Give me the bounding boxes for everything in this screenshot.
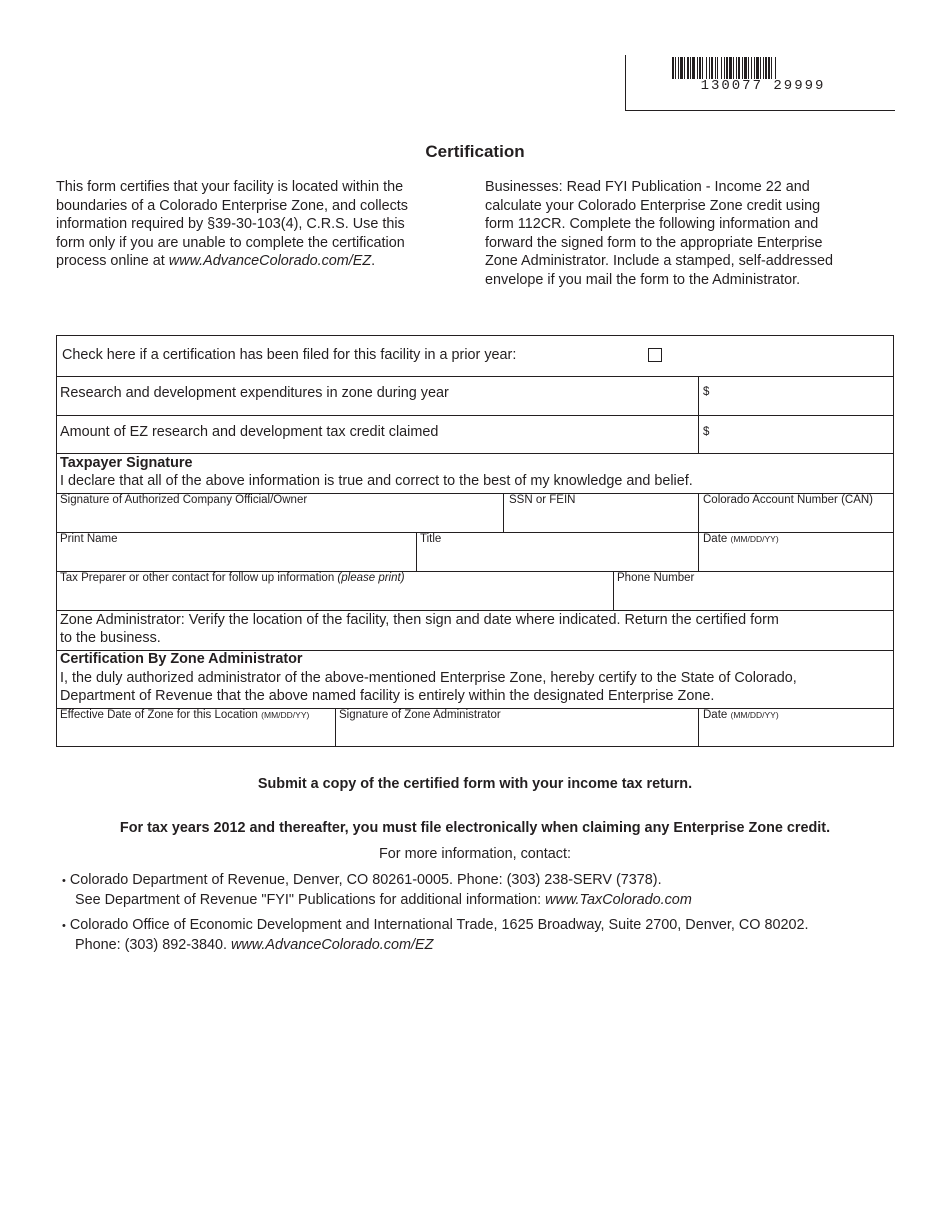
intro-left-line	[56, 252, 456, 271]
date-format: (MM/DD/YY)	[730, 710, 779, 720]
contact-text: Colorado Department of Revenue, Denver, CO 80261-0005. Phone: (303) 238-SERV (7378).	[69, 872, 662, 888]
intro-left-period: .	[371, 253, 376, 269]
advance-colorado-link[interactable]: www.AdvanceColorado.com/EZ	[168, 253, 372, 269]
prior-year-label: Check here if a certification has been filed for this facility in a prior year:	[62, 347, 517, 363]
effective-date-field[interactable]	[58, 709, 334, 746]
zone-admin-signature-label: Signature of Zone Administrator	[339, 709, 501, 721]
certification-form	[56, 335, 894, 747]
ssn-fein-label: SSN or FEIN	[509, 494, 576, 506]
rd-credit-label: Amount of EZ research and development tax credit claimed	[60, 424, 439, 440]
date-format: (MM/DD/YY)	[261, 710, 310, 720]
intro-right-line: calculate your Colorado Enterprise Zone credit using	[485, 197, 821, 214]
intro-right-paragraph	[485, 178, 885, 289]
rd-credit-input[interactable]	[699, 416, 893, 452]
contact-item-oedit	[62, 916, 809, 954]
rd-expenditures-currency: $	[703, 386, 710, 398]
barcode-number: 130077 29999	[700, 78, 826, 94]
contact-heading: For more information, contact:	[379, 846, 571, 862]
taxpayer-declaration: I declare that all of the above information is true and correct to the best of my knowledge and belief.	[60, 473, 693, 489]
preparer-field[interactable]	[58, 572, 612, 609]
date-format: (MM/DD/YY)	[730, 534, 779, 544]
submit-note: Submit a copy of the certified form with your income tax return.	[257, 776, 693, 792]
row-divider	[57, 610, 893, 611]
contact-text: Colorado Office of Economic Development and International Trade, 1625 Broadway, Suite 2700, Denver, CO 80202.	[69, 917, 809, 933]
taxpayer-signature-heading: Taxpayer Signature	[60, 455, 193, 471]
intro-right-line: Businesses: Read FYI Publication - Income 22 and	[485, 179, 810, 195]
bullet-icon: •	[62, 875, 66, 887]
signature-owner-label: Signature of Authorized Company Official/Owner	[60, 494, 308, 506]
zone-admin-instruction: Zone Administrator: Verify the location of the facility, then sign and date where indicated. Return the certified form	[60, 612, 779, 628]
intro-left-text: process online at	[56, 253, 169, 269]
contact-text: Phone: (303) 892-3840.	[75, 936, 232, 953]
barcode-image	[672, 57, 854, 79]
contact-line	[62, 936, 809, 955]
intro-right-line: forward the signed form to the appropriate Enterprise	[485, 234, 823, 251]
intro-right-line: envelope if you mail the form to the Administrator.	[485, 271, 801, 288]
title-label: Title	[420, 533, 442, 545]
cert-heading: Certification By Zone Administrator	[60, 651, 303, 667]
row-divider	[57, 453, 893, 454]
intro-right-line: form 112CR. Complete the following information and	[485, 216, 819, 232]
can-label: Colorado Account Number (CAN)	[703, 494, 874, 506]
contact-item-dor	[62, 871, 692, 909]
contact-text: See Department of Revenue "FYI" Publications for additional information:	[75, 891, 546, 908]
phone-field[interactable]	[614, 572, 893, 609]
effective-date-label-text: Effective Date of Zone for this Location	[60, 709, 262, 721]
print-name-field[interactable]	[58, 533, 415, 570]
print-name-label: Print Name	[60, 533, 118, 545]
date-label-text: Date	[703, 709, 728, 721]
preparer-note: (please print)	[337, 572, 405, 584]
rd-expenditures-label: Research and development expenditures in zone during year	[60, 385, 449, 401]
zone-admin-signature-field[interactable]	[336, 709, 697, 746]
intro-left-line: boundaries of a Colorado Enterprise Zone, and collects	[56, 197, 408, 214]
prior-year-checkbox[interactable]	[648, 348, 662, 362]
preparer-label-text: Tax Preparer or other contact for follow up information	[60, 572, 338, 584]
intro-right-line: Zone Administrator. Include a stamped, self-addressed	[485, 253, 833, 269]
date-label-text: Date	[703, 533, 728, 545]
cert-text-line: I, the duly authorized administrator of the above-mentioned Enterprise Zone, hereby certify to the State of Colorado,	[60, 670, 797, 686]
rd-credit-currency: $	[703, 426, 710, 438]
can-field[interactable]	[699, 494, 893, 531]
signature-owner-field[interactable]	[58, 494, 502, 531]
contact-line	[62, 871, 692, 891]
bullet-icon: •	[62, 920, 66, 932]
intro-left-paragraph	[56, 178, 456, 271]
efile-note: For tax years 2012 and thereafter, you must file electronically when claiming any Enterprise Zone credit.	[119, 820, 831, 836]
contact-line	[62, 916, 809, 936]
phone-label: Phone Number	[617, 572, 695, 584]
intro-left-line: This form certifies that your facility is located within the	[56, 179, 404, 195]
zone-admin-instruction-cont: to the business.	[60, 630, 161, 646]
taxpayer-date-field[interactable]	[699, 533, 893, 570]
intro-left-line: information required by §39-30-103(4), C.R.S. Use this	[56, 216, 405, 232]
taxcolorado-link[interactable]: www.TaxColorado.com	[545, 891, 692, 908]
ssn-fein-field[interactable]	[504, 494, 697, 531]
rd-expenditures-input[interactable]	[699, 377, 893, 414]
page-title: Certification	[425, 142, 525, 161]
title-field[interactable]	[417, 533, 697, 570]
advance-colorado-footer-link[interactable]: www.AdvanceColorado.com/EZ	[231, 936, 434, 953]
intro-left-line: form only if you are unable to complete the certification	[56, 234, 405, 251]
cert-text-line: Department of Revenue that the above named facility is entirely within the designated Enterprise Zone.	[60, 688, 715, 704]
admin-date-field[interactable]	[699, 709, 893, 746]
contact-line	[62, 891, 692, 910]
